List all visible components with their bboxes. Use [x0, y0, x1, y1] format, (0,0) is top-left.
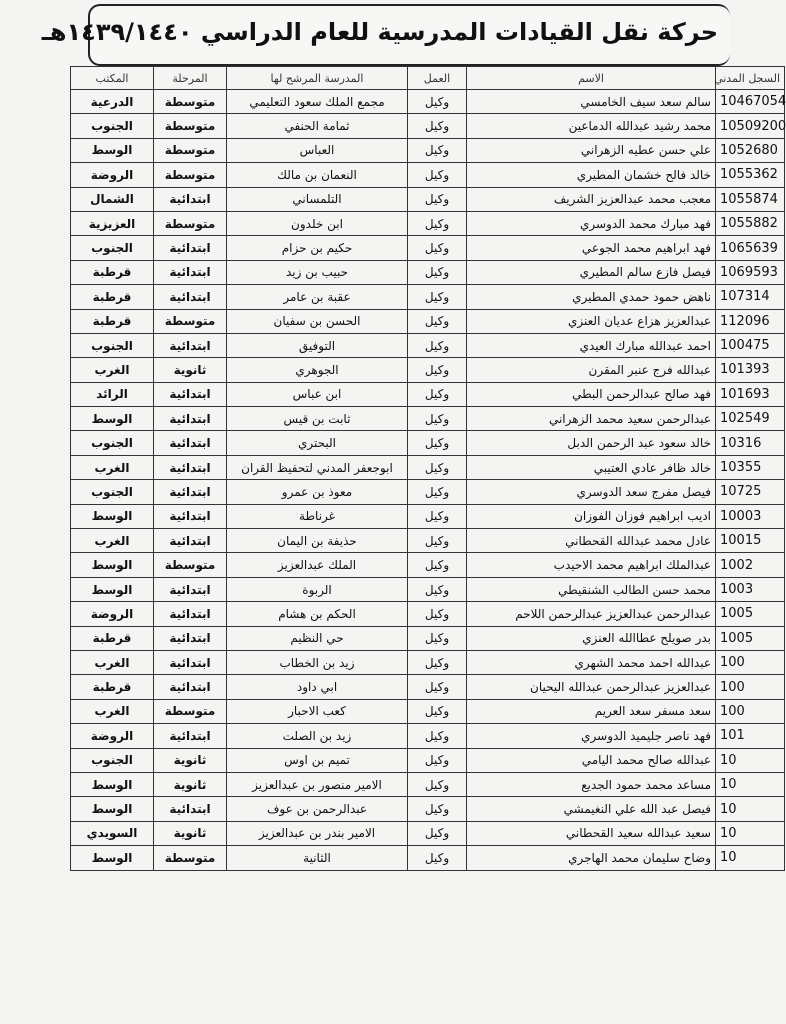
cell-school: عبدالرحمن بن عوف — [227, 797, 408, 821]
cell-office: الوسط — [71, 846, 154, 870]
cell-civil-record: 10725 — [716, 480, 785, 504]
cell-stage: ابتدائية — [154, 650, 227, 674]
table-row — [71, 529, 785, 553]
table-row — [71, 650, 785, 674]
cell-office: الجنوب — [71, 480, 154, 504]
cell-stage: ابتدائية — [154, 187, 227, 211]
cell-office: الدرعية — [71, 90, 154, 114]
table-row — [71, 382, 785, 406]
cell-name: خالد سعود عبد الرحمن الدبل — [467, 431, 716, 455]
cell-job: وكيل — [408, 577, 467, 601]
cell-stage: ابتدائية — [154, 333, 227, 357]
cell-civil-record: 1055874 — [716, 187, 785, 211]
cell-name: وضاح سليمان محمد الهاجري — [467, 846, 716, 870]
cell-job: وكيل — [408, 846, 467, 870]
table-row — [71, 748, 785, 772]
cell-office: الغرب — [71, 699, 154, 723]
cell-office: الوسط — [71, 797, 154, 821]
transfers-table — [70, 66, 785, 871]
cell-stage: متوسطة — [154, 309, 227, 333]
cell-school: التوفيق — [227, 333, 408, 357]
table-row — [71, 114, 785, 138]
header-job: العمل — [408, 67, 467, 90]
cell-job: وكيل — [408, 138, 467, 162]
cell-civil-record: 1055882 — [716, 211, 785, 235]
cell-office: الروضة — [71, 724, 154, 748]
cell-school: ثمامة الحنفي — [227, 114, 408, 138]
cell-civil-record: 1069593 — [716, 260, 785, 284]
cell-stage: ابتدائية — [154, 724, 227, 748]
cell-school: حبيب بن زيد — [227, 260, 408, 284]
cell-job: وكيل — [408, 772, 467, 796]
table-row — [71, 553, 785, 577]
cell-name: مساعد محمد حمود الجديع — [467, 772, 716, 796]
cell-office: الجنوب — [71, 333, 154, 357]
cell-civil-record: 10 — [716, 772, 785, 796]
cell-name: عبدالله احمد محمد الشهري — [467, 650, 716, 674]
cell-civil-record: 1065639 — [716, 236, 785, 260]
table-row — [71, 821, 785, 845]
cell-office: الشمال — [71, 187, 154, 211]
cell-school: البحتري — [227, 431, 408, 455]
cell-job: وكيل — [408, 480, 467, 504]
cell-stage: ابتدائية — [154, 504, 227, 528]
table-row — [71, 211, 785, 235]
cell-civil-record: 101 — [716, 724, 785, 748]
cell-stage: ابتدائية — [154, 407, 227, 431]
table-row — [71, 602, 785, 626]
cell-job: وكيل — [408, 90, 467, 114]
cell-name: سعد مسفر سعد العريم — [467, 699, 716, 723]
cell-job: وكيل — [408, 699, 467, 723]
cell-stage: متوسطة — [154, 553, 227, 577]
cell-job: وكيل — [408, 211, 467, 235]
cell-name: سالم سعد سيف الخامسي — [467, 90, 716, 114]
cell-stage: ابتدائية — [154, 529, 227, 553]
cell-school: ابن عباس — [227, 382, 408, 406]
cell-name: ناهض حمود حمدي المطيري — [467, 285, 716, 309]
table-row — [71, 577, 785, 601]
cell-job: وكيل — [408, 553, 467, 577]
cell-school: الجوهري — [227, 358, 408, 382]
cell-civil-record: 107314 — [716, 285, 785, 309]
cell-civil-record: 10316 — [716, 431, 785, 455]
cell-office: الجنوب — [71, 431, 154, 455]
cell-school: ابن خلدون — [227, 211, 408, 235]
cell-school: ابوجعفر المدني لتحفيظ القران — [227, 455, 408, 479]
cell-civil-record: 101393 — [716, 358, 785, 382]
cell-stage: متوسطة — [154, 163, 227, 187]
table-row — [71, 772, 785, 796]
cell-office: الغرب — [71, 650, 154, 674]
cell-school: ثابت بن قيس — [227, 407, 408, 431]
table-row — [71, 675, 785, 699]
cell-school: ابي داود — [227, 675, 408, 699]
cell-civil-record: 10 — [716, 748, 785, 772]
table-row — [71, 309, 785, 333]
cell-school: الامير منصور بن عبدالعزيز — [227, 772, 408, 796]
cell-name: عادل محمد عبدالله القحطاني — [467, 529, 716, 553]
cell-school: عقبة بن عامر — [227, 285, 408, 309]
cell-job: وكيل — [408, 309, 467, 333]
cell-stage: ابتدائية — [154, 480, 227, 504]
cell-civil-record: 10509200 — [716, 114, 785, 138]
cell-job: وكيل — [408, 431, 467, 455]
cell-stage: ثانوية — [154, 358, 227, 382]
cell-name: فهد ابراهيم محمد الجوعي — [467, 236, 716, 260]
cell-school: التلمساني — [227, 187, 408, 211]
cell-civil-record: 100 — [716, 699, 785, 723]
cell-civil-record: 10467054 — [716, 90, 785, 114]
cell-job: وكيل — [408, 236, 467, 260]
cell-job: وكيل — [408, 455, 467, 479]
cell-job: وكيل — [408, 797, 467, 821]
cell-name: معجب محمد عبدالعزيز الشريف — [467, 187, 716, 211]
cell-stage: متوسطة — [154, 90, 227, 114]
table-row — [71, 699, 785, 723]
table-row — [71, 407, 785, 431]
table-row — [71, 846, 785, 870]
cell-name: محمد رشيد عبدالله الدماعين — [467, 114, 716, 138]
table-header-row — [71, 67, 785, 90]
cell-stage: ابتدائية — [154, 236, 227, 260]
cell-name: فهد مبارك محمد الدوسري — [467, 211, 716, 235]
cell-name: عبدالله صالح محمد اليامي — [467, 748, 716, 772]
cell-civil-record: 1003 — [716, 577, 785, 601]
cell-job: وكيل — [408, 504, 467, 528]
cell-school: زيد بن الخطاب — [227, 650, 408, 674]
cell-school: العباس — [227, 138, 408, 162]
cell-stage: متوسطة — [154, 138, 227, 162]
cell-name: عبدالعزيز هزاع عديان العنزي — [467, 309, 716, 333]
header-office: المكتب — [71, 67, 154, 90]
cell-name: بدر صويلح عطاالله العنزي — [467, 626, 716, 650]
cell-office: الوسط — [71, 577, 154, 601]
cell-job: وكيل — [408, 333, 467, 357]
cell-job: وكيل — [408, 529, 467, 553]
header-school: المدرسة المرشح لها — [227, 67, 408, 90]
table-row — [71, 187, 785, 211]
cell-job: وكيل — [408, 650, 467, 674]
cell-civil-record: 101693 — [716, 382, 785, 406]
cell-job: وكيل — [408, 260, 467, 284]
cell-stage: ابتدائية — [154, 260, 227, 284]
cell-school: الثانية — [227, 846, 408, 870]
cell-school: تميم بن اوس — [227, 748, 408, 772]
cell-civil-record: 112096 — [716, 309, 785, 333]
cell-stage: ابتدائية — [154, 675, 227, 699]
cell-office: الغرب — [71, 358, 154, 382]
cell-office: قرطبة — [71, 285, 154, 309]
cell-civil-record: 1052680 — [716, 138, 785, 162]
cell-office: السويدي — [71, 821, 154, 845]
cell-stage: متوسطة — [154, 846, 227, 870]
cell-civil-record: 10015 — [716, 529, 785, 553]
table-row — [71, 504, 785, 528]
cell-name: سعيد عبدالله سعيد القحطاني — [467, 821, 716, 845]
cell-name: خالد ظافر عادي العتيبي — [467, 455, 716, 479]
cell-school: الحسن بن سفيان — [227, 309, 408, 333]
cell-name: عبدالله فرج عنبر المقرن — [467, 358, 716, 382]
cell-office: قرطبة — [71, 260, 154, 284]
cell-job: وكيل — [408, 285, 467, 309]
cell-stage: ابتدائية — [154, 577, 227, 601]
cell-office: الرائد — [71, 382, 154, 406]
table-row — [71, 797, 785, 821]
table-row — [71, 90, 785, 114]
cell-civil-record: 10 — [716, 797, 785, 821]
cell-job: وكيل — [408, 163, 467, 187]
cell-name: فيصل عبد الله علي النغيمشي — [467, 797, 716, 821]
table-row — [71, 431, 785, 455]
cell-stage: ثانوية — [154, 748, 227, 772]
table-row — [71, 260, 785, 284]
cell-office: الجنوب — [71, 748, 154, 772]
cell-school: معوذ بن عمرو — [227, 480, 408, 504]
cell-job: وكيل — [408, 748, 467, 772]
cell-civil-record: 1055362 — [716, 163, 785, 187]
cell-job: وكيل — [408, 724, 467, 748]
cell-office: العزيزية — [71, 211, 154, 235]
cell-civil-record: 10355 — [716, 455, 785, 479]
cell-office: الغرب — [71, 455, 154, 479]
cell-stage: ابتدائية — [154, 602, 227, 626]
cell-stage: ابتدائية — [154, 626, 227, 650]
cell-name: محمد حسن الطالب الشنقيطي — [467, 577, 716, 601]
cell-office: قرطبة — [71, 675, 154, 699]
header-civil-record: السجل المدني — [716, 67, 785, 90]
cell-stage: ابتدائية — [154, 285, 227, 309]
cell-job: وكيل — [408, 382, 467, 406]
cell-job: وكيل — [408, 187, 467, 211]
cell-stage: ابتدائية — [154, 797, 227, 821]
cell-stage: ثانوية — [154, 821, 227, 845]
cell-office: قرطبة — [71, 309, 154, 333]
cell-office: قرطبة — [71, 626, 154, 650]
cell-office: الوسط — [71, 407, 154, 431]
cell-office: الوسط — [71, 504, 154, 528]
table-row — [71, 455, 785, 479]
cell-name: خالد فالح خشمان المطيري — [467, 163, 716, 187]
cell-job: وكيل — [408, 675, 467, 699]
cell-name: احمد عبدالله مبارك العيدي — [467, 333, 716, 357]
cell-name: اديب ابراهيم فوزان الفوزان — [467, 504, 716, 528]
cell-office: الجنوب — [71, 114, 154, 138]
header-stage: المرحلة — [154, 67, 227, 90]
table-row — [71, 333, 785, 357]
cell-civil-record: 100 — [716, 675, 785, 699]
cell-school: الربوة — [227, 577, 408, 601]
cell-school: مجمع الملك سعود التعليمي — [227, 90, 408, 114]
cell-name: علي حسن عطيه الزهراني — [467, 138, 716, 162]
cell-school: غرناطة — [227, 504, 408, 528]
table-row — [71, 626, 785, 650]
table-row — [71, 138, 785, 162]
cell-job: وكيل — [408, 407, 467, 431]
cell-stage: متوسطة — [154, 699, 227, 723]
cell-job: وكيل — [408, 821, 467, 845]
cell-stage: متوسطة — [154, 114, 227, 138]
cell-school: الامير بندر بن عبدالعزيز — [227, 821, 408, 845]
cell-school: النعمان بن مالك — [227, 163, 408, 187]
cell-job: وكيل — [408, 358, 467, 382]
table-row — [71, 163, 785, 187]
cell-name: فهد ناصر جليميد الدوسري — [467, 724, 716, 748]
table-row — [71, 285, 785, 309]
cell-school: حكيم بن حزام — [227, 236, 408, 260]
header-name: الاسم — [467, 67, 716, 90]
cell-office: الروضة — [71, 163, 154, 187]
cell-civil-record: 1005 — [716, 602, 785, 626]
cell-office: الجنوب — [71, 236, 154, 260]
cell-name: فيصل مفرج سعد الدوسري — [467, 480, 716, 504]
cell-school: حذيفة بن اليمان — [227, 529, 408, 553]
cell-civil-record: 100 — [716, 650, 785, 674]
cell-office: الوسط — [71, 772, 154, 796]
cell-name: عبدالرحمن عبدالعزيز عبدالرحمن اللاحم — [467, 602, 716, 626]
cell-civil-record: 100475 — [716, 333, 785, 357]
cell-school: حي النظيم — [227, 626, 408, 650]
cell-stage: ثانوية — [154, 772, 227, 796]
cell-stage: ابتدائية — [154, 455, 227, 479]
table-row — [71, 480, 785, 504]
cell-school: الحكم بن هشام — [227, 602, 408, 626]
cell-school: الملك عبدالعزيز — [227, 553, 408, 577]
cell-civil-record: 10 — [716, 821, 785, 845]
table-row — [71, 358, 785, 382]
cell-name: فهد صالح عبدالرحمن البطي — [467, 382, 716, 406]
cell-stage: ابتدائية — [154, 382, 227, 406]
page-title: حركة نقل القيادات المدرسية للعام الدراسي ١٤٣٩/١٤٤٠هـ — [41, 18, 718, 46]
cell-job: وكيل — [408, 602, 467, 626]
table-row — [71, 724, 785, 748]
cell-name: عبدالرحمن سعيد محمد الزهراني — [467, 407, 716, 431]
cell-office: الوسط — [71, 553, 154, 577]
cell-stage: متوسطة — [154, 211, 227, 235]
cell-name: عبدالعزيز عبدالرحمن عبدالله اليحيان — [467, 675, 716, 699]
cell-civil-record: 1005 — [716, 626, 785, 650]
cell-civil-record: 102549 — [716, 407, 785, 431]
cell-stage: ابتدائية — [154, 431, 227, 455]
cell-civil-record: 10003 — [716, 504, 785, 528]
cell-job: وكيل — [408, 626, 467, 650]
cell-school: زيد بن الصلت — [227, 724, 408, 748]
cell-office: الوسط — [71, 138, 154, 162]
cell-office: الغرب — [71, 529, 154, 553]
cell-name: عبدالملك ابراهيم محمد الاحيدب — [467, 553, 716, 577]
cell-civil-record: 10 — [716, 846, 785, 870]
table-row — [71, 236, 785, 260]
cell-civil-record: 1002 — [716, 553, 785, 577]
cell-name: فيصل فازع سالم المطيري — [467, 260, 716, 284]
cell-school: كعب الاحبار — [227, 699, 408, 723]
cell-office: الروضة — [71, 602, 154, 626]
cell-job: وكيل — [408, 114, 467, 138]
